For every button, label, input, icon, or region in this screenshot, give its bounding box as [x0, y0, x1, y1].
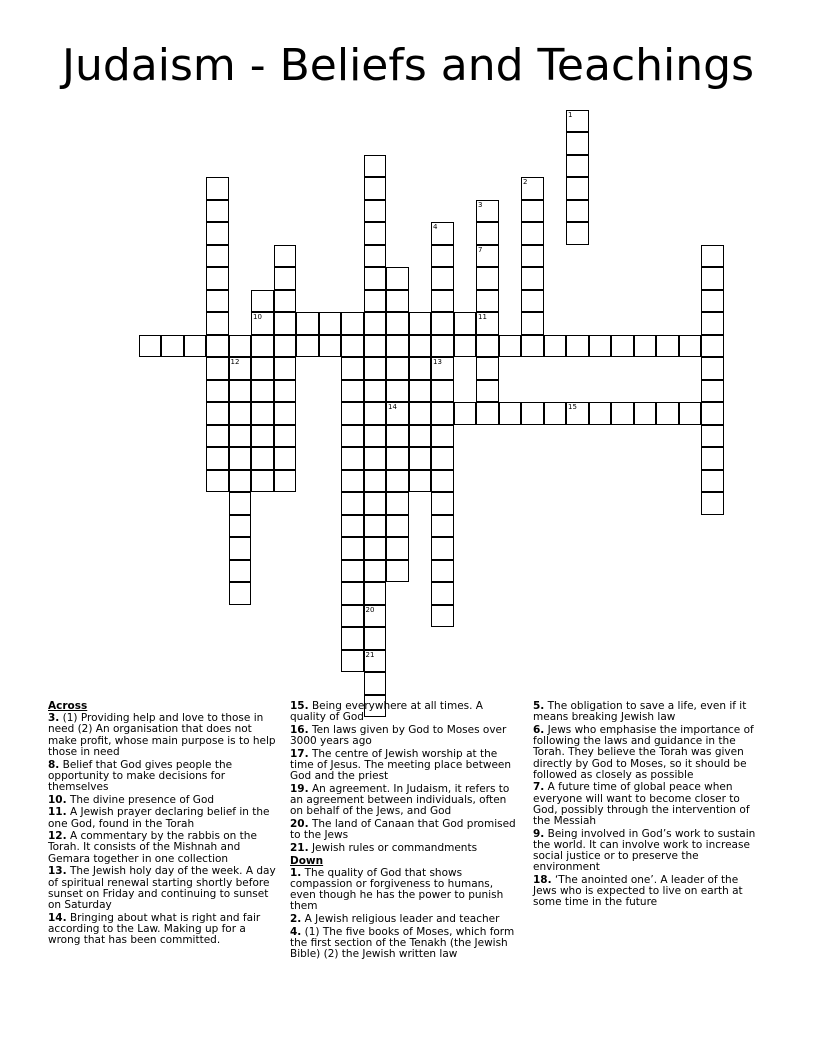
grid-cell[interactable] — [521, 312, 544, 335]
grid-cell[interactable] — [409, 357, 432, 380]
grid-cell[interactable] — [679, 335, 702, 358]
grid-cell[interactable] — [341, 402, 364, 425]
grid-cell[interactable] — [521, 267, 544, 290]
grid-cell[interactable] — [364, 672, 387, 695]
grid-cell[interactable] — [206, 357, 229, 380]
clue-across-17: 17. The centre of Jewish worship at the time of Jesus. The meeting place between God and the priest — [290, 747, 512, 783]
grid-cell[interactable] — [364, 627, 387, 650]
grid-cell[interactable] — [364, 357, 387, 380]
grid-cell[interactable] — [364, 245, 387, 268]
clue-number: 3 — [478, 200, 483, 209]
grid-cell[interactable] — [566, 335, 589, 358]
grid-cell[interactable] — [701, 402, 724, 425]
grid-cell[interactable] — [274, 380, 297, 403]
clue-across-13: 13. The Jewish holy day of the week. A day of spiritual renewal starting shortly before sunset on Friday and continuing to sunset on Saturday — [48, 865, 276, 911]
grid-cell[interactable] — [364, 605, 387, 628]
clue-across-15: 15. Being everywhere at all times. A quality of God — [290, 700, 483, 724]
grid-cell[interactable] — [364, 650, 387, 673]
grid-cell[interactable] — [386, 335, 409, 358]
grid-cell[interactable] — [364, 402, 387, 425]
grid-cell[interactable] — [161, 335, 184, 358]
grid-cell[interactable] — [206, 177, 229, 200]
grid-cell[interactable] — [476, 335, 499, 358]
grid-cell[interactable] — [431, 380, 454, 403]
grid-cell[interactable] — [409, 425, 432, 448]
grid-cell[interactable] — [206, 425, 229, 448]
grid-cell[interactable] — [386, 470, 409, 493]
grid-cell[interactable] — [589, 402, 612, 425]
grid-cell[interactable] — [431, 582, 454, 605]
grid-cell[interactable] — [701, 492, 724, 515]
clue-across-14: 14. Bringing about what is right and fair according to the Law. Making up for a wrong that has been committed. — [48, 911, 261, 947]
grid-cell[interactable] — [206, 402, 229, 425]
grid-cell[interactable] — [341, 627, 364, 650]
grid-cell[interactable] — [341, 357, 364, 380]
grid-cell[interactable] — [611, 335, 634, 358]
grid-cell[interactable] — [206, 267, 229, 290]
grid-cell[interactable] — [229, 515, 252, 538]
grid-cell[interactable] — [701, 425, 724, 448]
grid-cell[interactable] — [229, 470, 252, 493]
grid-cell[interactable] — [229, 560, 252, 583]
puzzle-title: Judaism - Beliefs and Teachings — [61, 40, 755, 91]
grid-cell[interactable] — [386, 312, 409, 335]
grid-cell[interactable] — [206, 200, 229, 223]
grid-cell[interactable] — [364, 380, 387, 403]
grid-cell[interactable] — [229, 335, 252, 358]
grid-cell[interactable] — [476, 245, 499, 268]
grid-cell[interactable] — [364, 200, 387, 223]
grid-cell[interactable] — [184, 335, 207, 358]
grid-cell[interactable] — [386, 515, 409, 538]
grid-cell[interactable] — [364, 447, 387, 470]
grid-cell[interactable] — [679, 402, 702, 425]
grid-cell[interactable] — [386, 380, 409, 403]
clue-across-20: 20. The land of Canaan that God promised to the Jews — [290, 818, 516, 842]
grid-cell[interactable] — [476, 312, 499, 335]
grid-cell[interactable] — [566, 177, 589, 200]
grid-cell[interactable] — [274, 312, 297, 335]
grid-cell[interactable] — [206, 447, 229, 470]
grid-cell[interactable] — [431, 335, 454, 358]
grid-cell[interactable] — [206, 245, 229, 268]
grid-cell[interactable] — [409, 380, 432, 403]
grid-cell[interactable] — [386, 425, 409, 448]
grid-cell[interactable] — [701, 380, 724, 403]
clue-number: 13 — [433, 358, 442, 366]
grid-cell[interactable] — [364, 155, 387, 178]
grid-cell[interactable] — [476, 380, 499, 403]
grid-cell[interactable] — [386, 560, 409, 583]
clues-column-1 — [48, 701, 278, 948]
grid-cell[interactable] — [364, 560, 387, 583]
clue-across-10: 10. The divine presence of God — [48, 793, 215, 806]
grid-cell[interactable] — [364, 537, 387, 560]
grid-cell[interactable] — [386, 447, 409, 470]
grid-cell[interactable] — [341, 470, 364, 493]
grid-cell[interactable] — [521, 402, 544, 425]
clue-down-9: 9. Being involved in God’s work to sustain the world. It can involve work to increase social justice or to preserve the environment — [533, 827, 756, 874]
grid-cell[interactable] — [431, 605, 454, 628]
grid-cell[interactable] — [566, 200, 589, 223]
grid-cell[interactable] — [409, 402, 432, 425]
clue-number: 20 — [365, 605, 375, 614]
grid-cell[interactable] — [386, 537, 409, 560]
clue-number: 11 — [478, 313, 487, 321]
grid-cell[interactable] — [364, 177, 387, 200]
clue-number: 12 — [230, 358, 240, 366]
grid-cell[interactable] — [476, 357, 499, 380]
grid-cell[interactable] — [386, 357, 409, 380]
grid-cell[interactable] — [274, 447, 297, 470]
grid-cell[interactable] — [341, 492, 364, 515]
grid-cell[interactable] — [701, 290, 724, 313]
grid-cell[interactable] — [701, 447, 724, 470]
grid-cell[interactable] — [566, 155, 589, 178]
grid-cell[interactable] — [701, 357, 724, 380]
clue-down-6: 6. Jews who emphasise the importance of following the laws and guidance in the Torah. They believe the Torah was given directly by God to Moses, so it should be followed as closely as possible — [533, 723, 754, 781]
grid-cell[interactable] — [274, 357, 297, 380]
clue-down-18: 18. ‘The anointed one’. A leader of the Jews who is expected to live on earth at some time in the future — [533, 874, 743, 909]
grid-cell[interactable] — [274, 245, 297, 268]
grid-cell[interactable] — [364, 222, 387, 245]
clue-number: 15 — [568, 403, 577, 411]
clue-across-8: 8. Belief that God gives people the opportunity to make decisions for themselves — [48, 758, 233, 793]
grid-cell[interactable] — [431, 245, 454, 268]
grid-cell[interactable] — [431, 560, 454, 583]
grid-cell[interactable] — [251, 470, 274, 493]
clues-column-2 — [290, 701, 520, 962]
clue-number: 10 — [253, 313, 262, 321]
grid-cell[interactable] — [364, 492, 387, 515]
grid-cell[interactable] — [454, 335, 477, 358]
grid-cell[interactable] — [341, 380, 364, 403]
grid-cell[interactable] — [296, 312, 319, 335]
grid-cell[interactable] — [589, 335, 612, 358]
grid-cell[interactable] — [386, 402, 409, 425]
grid-cell[interactable] — [431, 222, 454, 245]
grid-cell[interactable] — [274, 290, 297, 313]
grid-cell[interactable] — [229, 582, 252, 605]
grid-cell[interactable] — [364, 425, 387, 448]
grid-cell[interactable] — [566, 110, 589, 133]
grid-cell[interactable] — [521, 177, 544, 200]
grid-cell[interactable] — [476, 222, 499, 245]
grid-cell[interactable] — [431, 470, 454, 493]
grid-cell[interactable] — [364, 335, 387, 358]
grid-cell[interactable] — [454, 312, 477, 335]
grid-cell[interactable] — [454, 402, 477, 425]
clue-across-19: 19. An agreement. In Judaism, it refers to an agreement between individuals, often on behalf of the Jews, and God — [290, 782, 510, 818]
clue-down-2: 2. A Jewish religious leader and teacher — [290, 913, 500, 926]
grid-cell[interactable] — [229, 380, 252, 403]
grid-cell[interactable] — [656, 402, 679, 425]
grid-cell[interactable] — [206, 380, 229, 403]
clue-number: 14 — [388, 403, 397, 411]
grid-cell[interactable] — [521, 335, 544, 358]
down-heading: Down — [290, 854, 324, 867]
clue-number: 1 — [568, 110, 573, 119]
grid-cell[interactable] — [431, 402, 454, 425]
clue-across-21: 21. Jewish rules or commandments — [290, 841, 478, 854]
grid-cell[interactable] — [206, 470, 229, 493]
grid-cell[interactable] — [431, 537, 454, 560]
grid-cell[interactable] — [251, 447, 274, 470]
grid-cell[interactable] — [521, 245, 544, 268]
grid-cell[interactable] — [544, 335, 567, 358]
grid-cell[interactable] — [251, 335, 274, 358]
clue-down-7: 7. A future time of global peace when everyone will want to become closer to God, possibly through the intervention of the Messiah — [533, 781, 750, 828]
grid-cell[interactable] — [251, 357, 274, 380]
grid-cell[interactable] — [656, 335, 679, 358]
across-heading: Across — [48, 700, 88, 712]
grid-cell[interactable] — [386, 290, 409, 313]
grid-cell[interactable] — [274, 470, 297, 493]
grid-cell[interactable] — [386, 492, 409, 515]
grid-cell[interactable] — [364, 470, 387, 493]
grid-cell[interactable] — [701, 245, 724, 268]
grid-cell[interactable] — [521, 200, 544, 223]
grid-cell[interactable] — [229, 537, 252, 560]
grid-cell[interactable] — [476, 200, 499, 223]
clue-down-5: 5. The obligation to save a life, even if it means breaking Jewish law — [533, 700, 747, 724]
grid-cell[interactable] — [296, 335, 319, 358]
clue-across-16: 16. Ten laws given by God to Moses over 3000 years ago — [290, 723, 507, 748]
clue-across-11: 11. A Jewish prayer declaring belief in the one God, found in the Torah — [48, 806, 270, 830]
grid-cell[interactable] — [341, 515, 364, 538]
grid-cell[interactable] — [229, 447, 252, 470]
grid-cell[interactable] — [634, 402, 657, 425]
grid-cell[interactable] — [409, 335, 432, 358]
grid-cell[interactable] — [274, 425, 297, 448]
grid-cell[interactable] — [431, 492, 454, 515]
grid-cell[interactable] — [476, 267, 499, 290]
grid-cell[interactable] — [431, 515, 454, 538]
clues-column-3 — [533, 701, 763, 910]
grid-cell[interactable] — [274, 335, 297, 358]
grid-cell[interactable] — [701, 312, 724, 335]
grid-cell[interactable] — [364, 515, 387, 538]
grid-cell[interactable] — [364, 267, 387, 290]
clue-number: 7 — [478, 245, 483, 254]
grid-cell[interactable] — [229, 402, 252, 425]
grid-cell[interactable] — [341, 312, 364, 335]
grid-cell[interactable] — [229, 425, 252, 448]
grid-cell[interactable] — [611, 402, 634, 425]
grid-cell[interactable] — [139, 335, 162, 358]
clue-across-12: 12. A commentary by the rabbis on the Torah. It consists of the Mishnah and Gemara together in one collection — [48, 830, 257, 865]
grid-cell[interactable] — [341, 425, 364, 448]
grid-cell[interactable] — [341, 650, 364, 673]
grid-cell[interactable] — [274, 402, 297, 425]
grid-cell[interactable] — [319, 312, 342, 335]
grid-cell[interactable] — [409, 312, 432, 335]
grid-cell[interactable] — [251, 290, 274, 313]
grid-cell[interactable] — [341, 335, 364, 358]
grid-cell[interactable] — [386, 267, 409, 290]
grid-cell[interactable] — [499, 335, 522, 358]
grid-cell[interactable] — [409, 470, 432, 493]
grid-cell[interactable] — [251, 402, 274, 425]
clue-number: 4 — [433, 223, 438, 231]
grid-cell[interactable] — [566, 402, 589, 425]
grid-cell[interactable] — [274, 267, 297, 290]
grid-cell[interactable] — [409, 447, 432, 470]
grid-cell[interactable] — [341, 537, 364, 560]
grid-cell[interactable] — [364, 290, 387, 313]
grid-cell[interactable] — [251, 380, 274, 403]
grid-cell[interactable] — [341, 605, 364, 628]
grid-cell[interactable] — [544, 402, 567, 425]
grid-cell[interactable] — [634, 335, 657, 358]
clue-number: 2 — [523, 178, 528, 186]
grid-cell[interactable] — [521, 222, 544, 245]
grid-cell[interactable] — [476, 402, 499, 425]
grid-cell[interactable] — [319, 335, 342, 358]
grid-cell[interactable] — [206, 335, 229, 358]
clue-down-4: 4. (1) The five books of Moses, which form the first section of the Tenakh (the Jewish Bible) (2) the Jewish written law — [290, 925, 515, 961]
grid-cell[interactable] — [566, 132, 589, 155]
grid-cell[interactable] — [206, 222, 229, 245]
grid-cell[interactable] — [431, 312, 454, 335]
grid-cell[interactable] — [476, 290, 499, 313]
grid-cell[interactable] — [566, 222, 589, 245]
grid-cell[interactable] — [341, 447, 364, 470]
grid-cell[interactable] — [431, 447, 454, 470]
grid-cell[interactable] — [206, 290, 229, 313]
grid-cell[interactable] — [431, 425, 454, 448]
grid-cell[interactable] — [431, 267, 454, 290]
grid-cell[interactable] — [251, 312, 274, 335]
grid-cell[interactable] — [521, 290, 544, 313]
grid-cell[interactable] — [701, 335, 724, 358]
grid-cell[interactable] — [341, 560, 364, 583]
grid-cell[interactable] — [701, 470, 724, 493]
across-clues-part-1 — [48, 713, 278, 946]
grid-cell[interactable] — [206, 312, 229, 335]
grid-cell[interactable] — [229, 357, 252, 380]
clue-across-3: 3. (1) Providing help and love to those in need (2) An organisation that does not make profit, whose main purpose is to help those in need — [48, 712, 276, 758]
clue-down-1: 1. The quality of God that shows compassion or forgiveness to humans, even though he has the power to punish them — [290, 866, 504, 913]
grid-cell[interactable] — [431, 290, 454, 313]
grid-cell[interactable] — [499, 402, 522, 425]
grid-cell[interactable] — [229, 492, 252, 515]
grid-cell[interactable] — [341, 582, 364, 605]
grid-cell[interactable] — [701, 267, 724, 290]
grid-cell[interactable] — [364, 312, 387, 335]
grid-cell[interactable] — [364, 582, 387, 605]
clue-number: 21 — [365, 650, 375, 659]
grid-cell[interactable] — [251, 425, 274, 448]
grid-cell[interactable] — [431, 357, 454, 380]
